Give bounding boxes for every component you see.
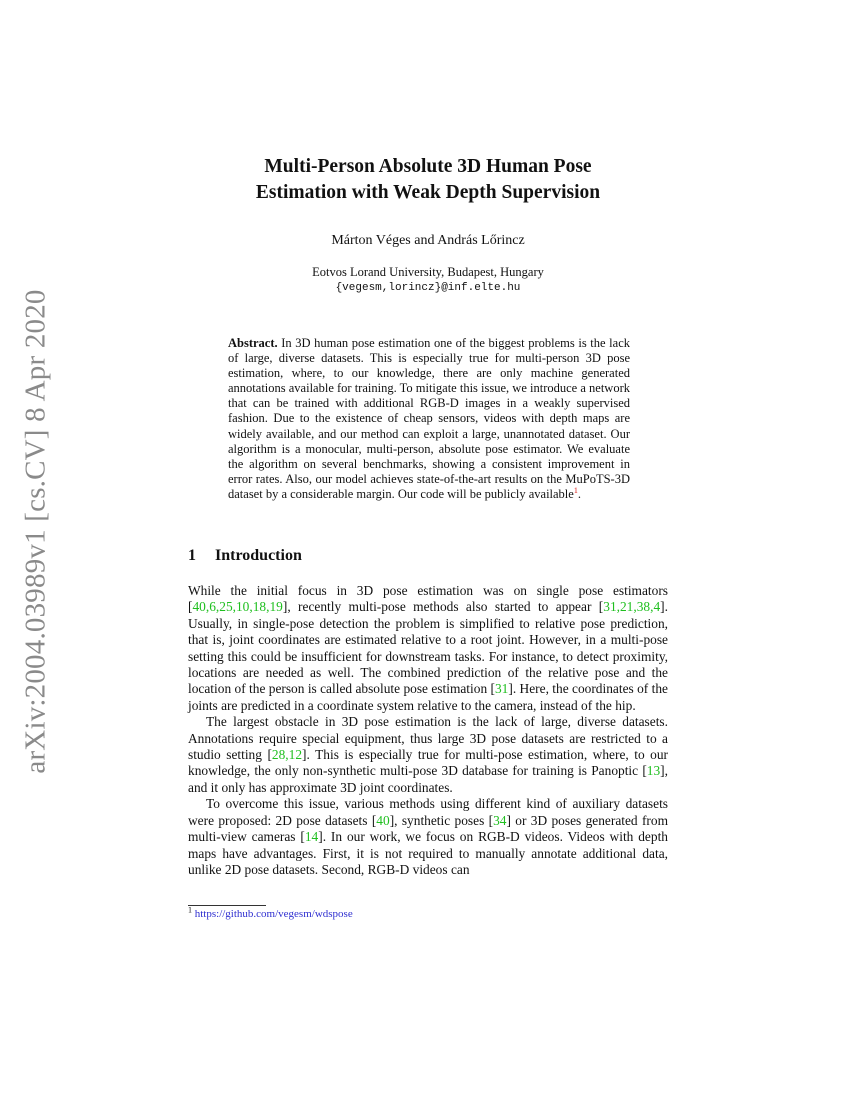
citation-bracket: ] [506, 812, 511, 828]
authors: Márton Véges and András Lőrincz [331, 233, 525, 248]
citation-link[interactable]: 13 [646, 763, 661, 779]
body-text [188, 583, 668, 878]
arxiv-sidebar-id [8, 288, 64, 774]
title-line-1: Multi-Person Absolute 3D Human Pose [264, 156, 592, 177]
citation-link[interactable]: 40 [376, 812, 390, 828]
abstract-end: . [577, 486, 581, 501]
citation-link[interactable]: 40,6,25,10,18,19 [192, 599, 283, 615]
abstract [228, 336, 630, 502]
text-run: , synthetic poses [394, 812, 489, 828]
citation-bracket: [ [300, 829, 305, 845]
section-title: Introduction [215, 547, 302, 564]
paragraph-2 [188, 714, 668, 796]
affiliation-block [150, 264, 706, 296]
paragraph-1 [188, 583, 668, 714]
citation-bracket: [ [267, 747, 272, 763]
paragraph-3 [188, 796, 668, 878]
citation-bracket: ] [318, 829, 323, 845]
email: {vegesm,lorincz}@inf.elte.hu [335, 282, 521, 294]
text-run: or 3D poses generated from multi-view cameras [188, 812, 668, 845]
footnote-url-link[interactable]: https://github.com/vegesm/wdspose [194, 908, 353, 920]
affiliation: Eotvos Lorand University, Budapest, Hungary [312, 265, 544, 279]
footnote-mark: 1 [188, 905, 192, 915]
citation-bracket: [ [490, 681, 495, 697]
title-line-2: Estimation with Weak Depth Supervision [255, 182, 601, 203]
abstract-footnote-link[interactable]: 1 [573, 485, 578, 495]
citation-bracket: [ [371, 812, 377, 828]
citation-bracket: [ [488, 812, 494, 828]
citation-link[interactable]: 34 [493, 812, 507, 828]
text-run: While the initial focus in 3D pose estimation was on single pose estimators [188, 583, 668, 598]
citation-bracket: ] [302, 747, 307, 763]
paper-title [150, 154, 706, 206]
citation-bracket: [ [642, 763, 647, 779]
footnote-rule [188, 905, 266, 906]
citation-link[interactable]: 31 [494, 681, 509, 697]
text-run: . Usually, in single-pose detection the problem is simplified to relative pose prediction, that is, joint coordinates are estimated relative to a root joint. However, in a multi-pose setting this could be insufficient for downstream tasks. For instance, to detect proximity, locations are needed as well. The combined prediction of the relative pose and the location of the person is called absolute pose estimation [188, 599, 668, 697]
citation-bracket: ] [508, 681, 513, 697]
citation-bracket: ] [660, 763, 665, 779]
citation-bracket: [ [598, 599, 604, 615]
section-heading [188, 547, 302, 565]
citation-bracket: ] [660, 599, 665, 615]
text-run: , and it only has approximate 3D joint coordinates. [188, 763, 668, 795]
arxiv-id-text: arXiv:2004.03989v1 [cs.CV] 8 Apr 2020 [19, 288, 52, 774]
abstract-label: Abstract. [228, 336, 278, 350]
citation-link[interactable]: 14 [304, 829, 319, 845]
footnote [188, 905, 353, 920]
citation-bracket: ] [389, 812, 395, 828]
text-run: . Here, the coordinates of the joints are predicted in a coordinate system relative to the camera, instead of the hip. [188, 681, 668, 713]
citation-bracket: [ [188, 599, 193, 615]
section-number: 1 [188, 547, 196, 564]
citation-link[interactable]: 28,12 [271, 747, 303, 763]
text-run: . In our work, we focus on RGB-D videos. Videos with depth maps have advantages. First, it is not required to manually annotate additional data, unlike 2D pose datasets. Second, RGB-D videos can [188, 829, 668, 877]
abstract-text: In 3D human pose estimation one of the biggest problems is the lack of large, diverse datasets. This is especially true for multi-person 3D pose estimation, where, to our knowledge, there are only machine generated annotations available for training. To mitigate this issue, we introduce a network that can be trained with additional RGB-D images in a weakly supervised fashion. Due to the existence of cheap sensors, videos with depth maps are widely available, and our method can exploit a large, unannotated dataset. Our algorithm is a monocular, multi-person, absolute pose estimator. We evaluate the algorithm on several benchmarks, showing a consistent improvement in error rates. Also, our model achieves state-of-the-art results on the MuPoTS-3D dataset by a considerable margin. Our code will be publicly available [228, 336, 630, 501]
text-run: , recently multi-pose methods also started to appear [287, 599, 599, 615]
citation-link[interactable]: 31,21,38,4 [603, 599, 661, 615]
citation-bracket: ] [282, 599, 288, 615]
text-run: To overcome this issue, various methods using different kind of auxiliary datasets were proposed: 2D pose datasets [188, 796, 668, 828]
text-run: The largest obstacle in 3D pose estimation is the lack of large, diverse datasets. Annotations require special equipment, thus large 3D pose datasets are restricted to a studio setting [188, 714, 668, 763]
text-run: . This is especially true for multi-pose estimation, where, to our knowledge, the only non-synthetic multi-pose 3D database for training is Panoptic [188, 747, 668, 779]
